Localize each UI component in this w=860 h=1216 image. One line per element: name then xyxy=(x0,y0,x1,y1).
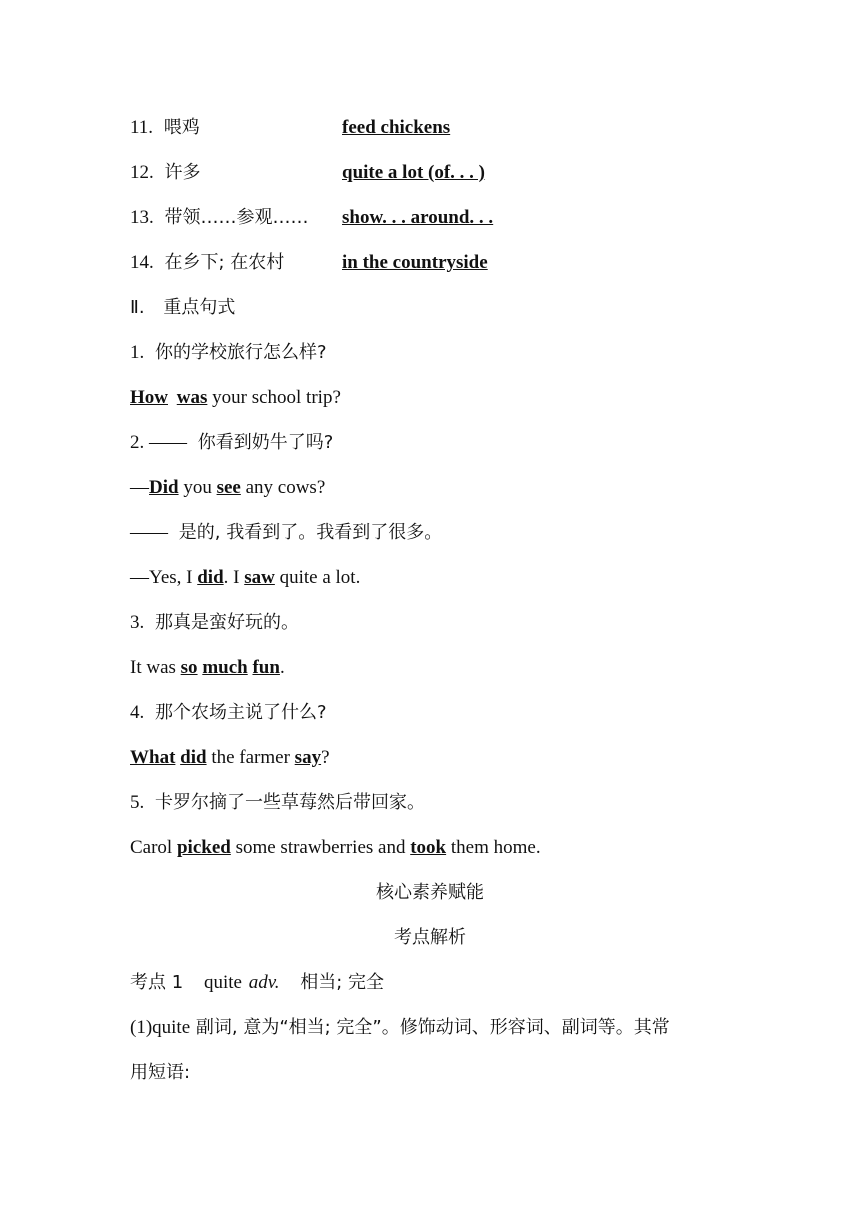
vocab-row-13 xyxy=(130,206,494,230)
sentence-text: any cows? xyxy=(240,477,326,498)
answer-blank: fun xyxy=(252,657,280,678)
sentence-2b-chinese xyxy=(130,521,442,545)
analysis-title: 考点解析 xyxy=(394,927,466,948)
answer-blank: much xyxy=(202,657,248,678)
answer-blank: took xyxy=(410,837,447,858)
point-pos: adv. xyxy=(248,972,280,993)
vocab-row-12 xyxy=(130,161,486,185)
point-meaning: 相当; 完全 xyxy=(300,972,385,993)
section-number: Ⅱ. xyxy=(130,297,145,318)
sentence-5-chinese xyxy=(130,791,425,815)
sentence-number: 5. xyxy=(130,792,145,813)
answer-blank: What xyxy=(130,747,176,768)
section-heading xyxy=(130,296,235,320)
answer-blank: How xyxy=(130,387,168,408)
answer-blank: see xyxy=(216,477,241,498)
sentence-chinese-text: 是的, 我看到了。我看到了很多。 xyxy=(178,522,443,543)
sentence-chinese-text: 卡罗尔摘了一些草莓然后带回家。 xyxy=(155,792,425,813)
point-1-heading xyxy=(130,971,384,995)
sentence-chinese-text: 那个农场主说了什么? xyxy=(155,702,327,723)
sentence-number: 1. xyxy=(130,342,145,363)
answer-blank: saw xyxy=(244,567,275,588)
sentence-2b-english xyxy=(130,566,360,590)
sentence-3-english xyxy=(130,656,285,680)
sentence-3-chinese xyxy=(130,611,299,635)
dialogue-dash: — xyxy=(130,477,149,498)
sentence-number: 4. xyxy=(130,702,145,723)
vocab-row-11 xyxy=(130,116,451,140)
answer-blank: did xyxy=(180,747,207,768)
answer-blank: so xyxy=(180,657,198,678)
answer-blank: say xyxy=(294,747,322,768)
sentence-chinese-text: 那真是蛮好玩的。 xyxy=(155,612,299,633)
vocab-english-answer: show. . . around. . . xyxy=(342,207,494,228)
answer-blank: was xyxy=(176,387,208,408)
answer-blank: picked xyxy=(176,837,231,858)
sentence-chinese-text: 你看到奶牛了吗? xyxy=(197,432,334,453)
sentence-1-chinese xyxy=(130,341,327,365)
section-title: 重点句式 xyxy=(163,297,236,318)
answer-blank: Did xyxy=(149,477,179,498)
sentence-5-english xyxy=(130,836,541,860)
sentence-text: your school trip? xyxy=(207,387,341,408)
explanation-text: 副词, 意为“相当; 完全”。修饰动词、形容词、副词等。其常 xyxy=(190,1017,670,1038)
vocab-chinese: 许多 xyxy=(164,162,201,183)
point-word: quite xyxy=(203,972,242,993)
vocab-chinese: 在乡下; 在农村 xyxy=(164,252,285,273)
vocab-chinese: 喂鸡 xyxy=(163,117,200,138)
vocab-number: 14. xyxy=(130,252,154,273)
vocab-english-answer: feed chickens xyxy=(342,117,451,138)
vocab-english-answer: in the countryside xyxy=(342,252,488,273)
dialogue-dash: —— xyxy=(149,432,187,453)
sentence-text: them home. xyxy=(446,837,541,858)
point-label: 考点 1 xyxy=(130,972,184,993)
sentence-2-chinese xyxy=(130,431,333,455)
vocab-number: 11. xyxy=(130,117,154,138)
sentence-2-english xyxy=(130,476,325,500)
sentence-4-english xyxy=(130,746,330,770)
sentence-text: Carol xyxy=(130,837,177,858)
sentence-text: quite a lot. xyxy=(274,567,361,588)
core-title: 核心素养赋能 xyxy=(376,882,484,903)
vocab-row-14 xyxy=(130,251,488,275)
sentence-number: 3. xyxy=(130,612,145,633)
answer-blank: did xyxy=(197,567,224,588)
sentence-text: . xyxy=(279,657,285,678)
sentence-text: ? xyxy=(321,747,330,768)
vocab-number: 12. xyxy=(130,162,154,183)
sentence-text: you xyxy=(178,477,217,498)
dialogue-dash: —— xyxy=(130,522,168,543)
vocab-number: 13. xyxy=(130,207,154,228)
explanation-prefix: (1)quite xyxy=(130,1017,191,1038)
sentence-chinese-text: 你的学校旅行怎么样? xyxy=(155,342,327,363)
sentence-number: 2. xyxy=(130,432,145,453)
sentence-text: It was xyxy=(130,657,181,678)
sentence-text: . I xyxy=(223,567,245,588)
sentence-text: the farmer xyxy=(206,747,295,768)
vocab-chinese: 带领……参观…… xyxy=(164,207,309,228)
sentence-text: —Yes, I xyxy=(130,567,198,588)
explanation-line-1 xyxy=(130,1016,670,1040)
explanation-line-2: 用短语: xyxy=(130,1062,191,1083)
sentence-1-english xyxy=(130,386,341,410)
sentence-4-chinese xyxy=(130,701,327,725)
sentence-text: some strawberries and xyxy=(230,837,411,858)
vocab-english-answer: quite a lot (of. . . ) xyxy=(342,162,486,183)
